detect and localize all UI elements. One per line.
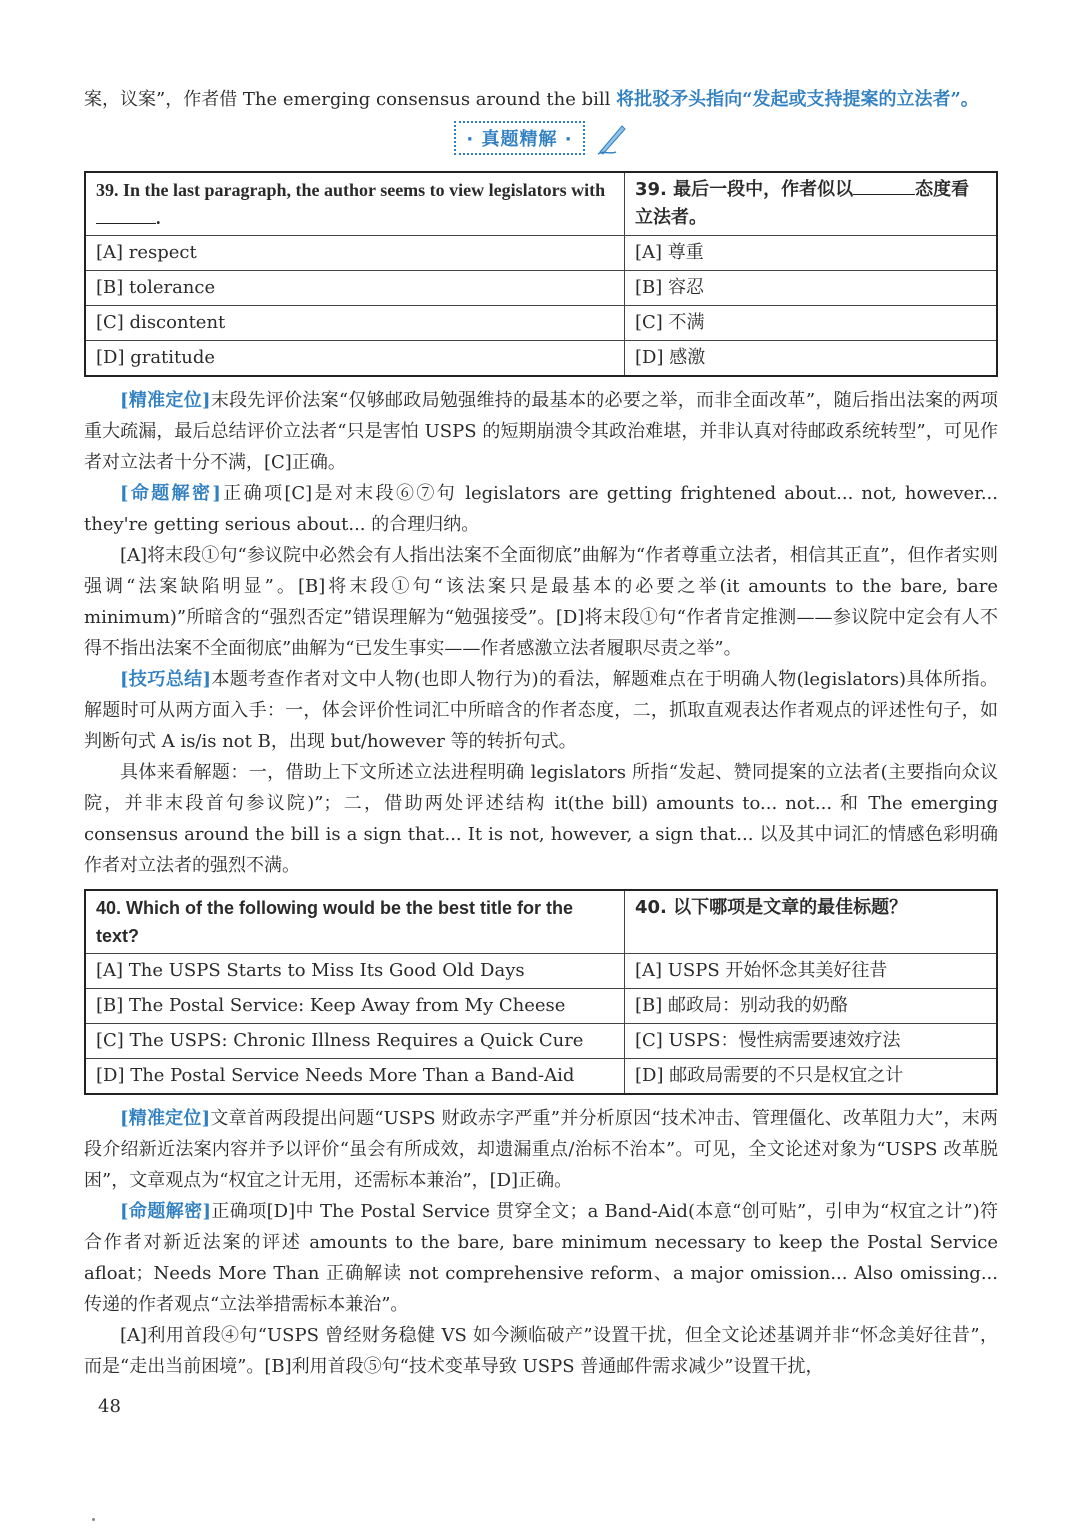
page-mark xyxy=(92,1518,95,1521)
option-row xyxy=(85,1059,997,1095)
question-39-cn: 39. 最后一段中，作者似以 态度看立法者。 xyxy=(625,172,998,236)
analysis-paragraph: [精准定位]文章首两段提出问题“USPS 财政赤字严重”并分析原因“技术冲击、管理僵化、改革阻力大”，末两段介绍新近法案内容并予以评价“虽会有所成效，却遗漏重点/治标不治本”。可见，全文论述对象为“USPS 改革脱困”，文章观点为“权宜之计无用，还需标本兼治”，[D]正确。 xyxy=(84,1108,998,1191)
page-number: 48 xyxy=(98,1396,121,1417)
option-cn: [A] USPS 开始怀念其美好往昔 xyxy=(625,954,998,989)
option-cn: [B] 容忍 xyxy=(625,271,998,306)
option-row xyxy=(85,271,997,306)
answer-blank xyxy=(96,205,156,224)
pen-icon xyxy=(594,122,628,160)
tag-label: [命题解密] xyxy=(120,1201,212,1222)
option-row xyxy=(85,954,997,989)
question-40-en: 40. Which of the following would be the best title for the text? xyxy=(85,890,625,954)
option-en: [A] The USPS Starts to Miss Its Good Old Days xyxy=(85,954,625,989)
option-en: [B] tolerance xyxy=(85,271,625,306)
option-cn: [D] 感激 xyxy=(625,341,998,377)
option-row xyxy=(85,1024,997,1059)
option-en: [A] respect xyxy=(85,236,625,271)
option-cn: [B] 邮政局：别动我的奶酪 xyxy=(625,989,998,1024)
question-39-en: 39. In the last paragraph, the author seems to view legislators with . xyxy=(85,172,625,236)
option-en: [D] gratitude xyxy=(85,341,625,377)
option-en: [B] The Postal Service: Keep Away from My Cheese xyxy=(85,989,625,1024)
intro-text: 案，议案”，作者借 The emerging consensus around the bill xyxy=(84,89,617,110)
page-content xyxy=(84,84,998,1382)
tag-label: [精准定位] xyxy=(120,1108,211,1129)
answer-blank xyxy=(853,176,915,195)
option-cn: [D] 邮政局需要的不只是权宜之计 xyxy=(625,1059,998,1095)
question-40-row xyxy=(85,890,997,954)
analysis-paragraph: [A]利用首段④句“USPS 曾经财务稳健 VS 如今濒临破产”设置干扰，但全文论述基调并非“怀念美好往昔”，而是“走出当前困境”。[B]利用首段⑤句“技术变革导致 USPS 普通邮件需求减少”设置干扰， xyxy=(84,1325,998,1377)
option-en: [D] The Postal Service Needs More Than a Band-Aid xyxy=(85,1059,625,1095)
analysis-paragraph: [A]将末段①句“参议院中必然会有人指出法案不全面彻底”曲解为“作者尊重立法者，相信其正直”，但作者实则强调“法案缺陷明显”。[B]将末段①句“该法案只是最基本的必要之举(it amounts to the bare, bare minimum)”所暗含的“强烈否定”错误理解为“勉强接受”。[D]将末段①句“作者肯定推测——参议院中定会有人不得不指出法案不全面彻底”曲解为“已发生事实——作者感激立法者履职尽责之举”。 xyxy=(84,545,998,659)
section-header xyxy=(84,121,998,157)
section-title: · 真题精解 · xyxy=(454,121,584,155)
option-row xyxy=(85,306,997,341)
option-row xyxy=(85,341,997,377)
analysis-paragraph: 具体来看解题：一，借助上下文所述立法进程明确 legislators 所指“发起、赞同提案的立法者(主要指向众议院，并非末段首句参议院)”；二，借助两处评述结构 it(the bill) amounts to... not... 和 The emerging consensus around the bill is a sign that... It is not, however, a sign that... 以及其中词汇的情感色彩明确作者对立法者的强烈不满。 xyxy=(84,762,998,876)
question-40-table xyxy=(84,889,998,1095)
analysis-paragraph: [技巧总结]本题考查作者对文中人物(也即人物行为)的看法，解题难点在于明确人物(legislators)具体所指。解题时可从两方面入手：一，体会评价性词汇中所暗含的作者态度，二，抓取直观表达作者观点的评述性句子，如判断句式 A is/is not B，出现 but/however 等的转折句式。 xyxy=(84,669,998,752)
intro-highlight: 将批驳矛头指向“发起或支持提案的立法者”。 xyxy=(616,89,979,110)
tag-label: [技巧总结] xyxy=(120,669,212,690)
option-cn: [C] USPS：慢性病需要速效疗法 xyxy=(625,1024,998,1059)
option-en: [C] discontent xyxy=(85,306,625,341)
question-39-table xyxy=(84,171,998,377)
tag-label: [精准定位] xyxy=(120,390,211,411)
option-en: [C] The USPS: Chronic Illness Requires a Quick Cure xyxy=(85,1024,625,1059)
analysis-paragraph: [命题解密]正确项[C]是对末段⑥⑦句 legislators are getting frightened about... not, however... they're getting serious about... 的合理归纳。 xyxy=(84,483,998,535)
question-39-row xyxy=(85,172,997,236)
option-cn: [C] 不满 xyxy=(625,306,998,341)
intro-line xyxy=(84,84,998,115)
analysis-paragraph: [命题解密]正确项[D]中 The Postal Service 贯穿全文；a Band-Aid(本意“创可贴”，引申为“权宜之计”)符合作者对新近法案的评述 amounts to the bare, bare minimum necessary to keep the Postal Service afloat；Needs More Than 正确解读 not comprehensive reform、a major omission... Also omissing... 传递的作者观点“立法举措需标本兼治”。 xyxy=(84,1201,998,1315)
tag-label: [命题解密] xyxy=(120,483,221,504)
option-row xyxy=(85,989,997,1024)
question-40-cn: 40. 以下哪项是文章的最佳标题？ xyxy=(625,890,998,954)
analysis-paragraph: [精准定位]末段先评价法案“仅够邮政局勉强维持的最基本的必要之举，而非全面改革”，随后指出法案的两项重大疏漏，最后总结评价立法者“只是害怕 USPS 的短期崩溃令其政治难堪，并非认真对待邮政系统转型”，可见作者对立法者十分不满，[C]正确。 xyxy=(84,390,998,473)
option-cn: [A] 尊重 xyxy=(625,236,998,271)
option-row xyxy=(85,236,997,271)
